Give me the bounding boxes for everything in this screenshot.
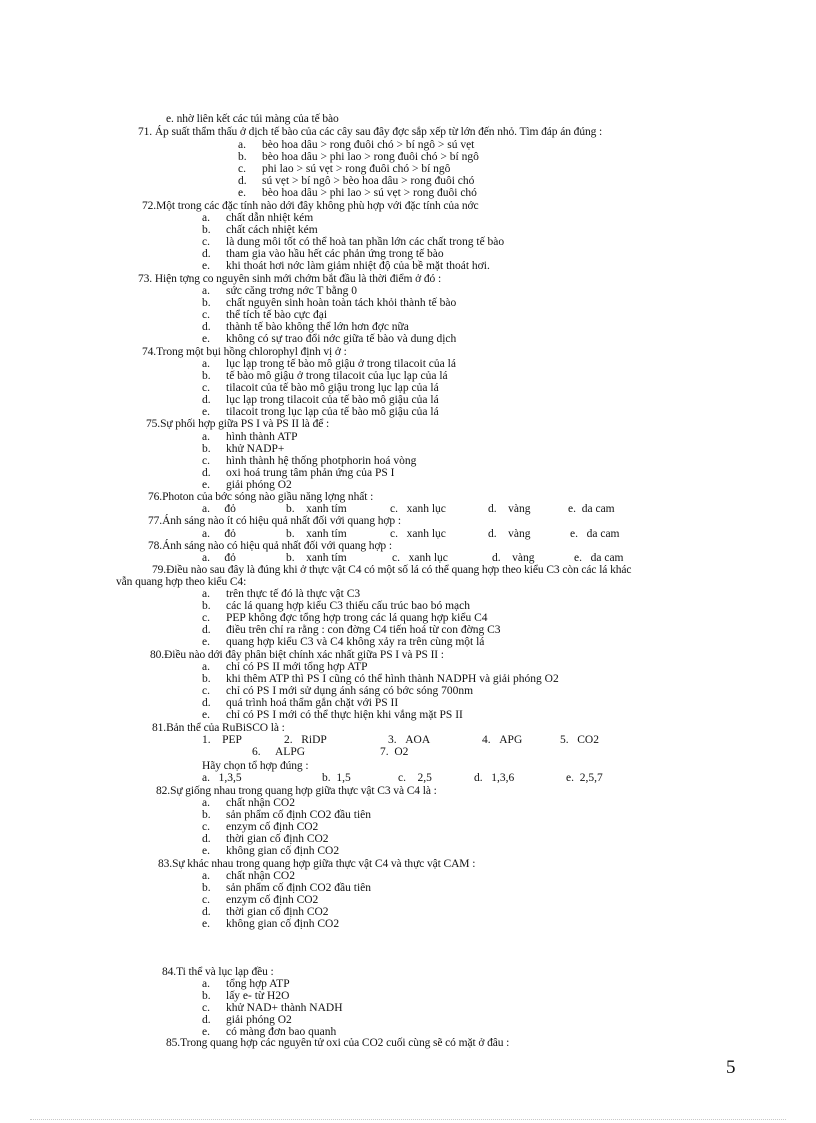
option-label: d. (202, 394, 211, 406)
option-label: e. (570, 528, 578, 540)
option-label: c. (398, 772, 406, 784)
q82-stem: 82.Sự giống nhau trong quang hợp giữa thực vật C3 và C4 là : (156, 785, 437, 797)
q77-option-c (390, 528, 446, 540)
q72-option-d (202, 248, 444, 260)
option-label: a. (238, 139, 246, 151)
q84-option-b (202, 990, 289, 1002)
q78-option-a (202, 552, 236, 564)
q81-item-5 (560, 734, 599, 746)
option-text: chất nguyên sinh hoàn toàn tách khỏi thành tế bào (226, 297, 457, 309)
option-label: d. (202, 1014, 211, 1026)
option-text: oxi hoá trung tâm phản ứng của PS I (226, 467, 395, 479)
q81-item-2 (284, 734, 327, 746)
option-text: khi thoát hơi nớc làm giảm nhiệt độ của bề mặt thoát hơi. (226, 260, 490, 272)
q81-item-1 (202, 734, 242, 746)
option-text: sản phẩm cố định CO2 đầu tiên (226, 809, 372, 821)
q74-option-e (202, 406, 439, 418)
q73-option-b (202, 297, 456, 309)
option-label: e. (566, 772, 574, 784)
option-label: a. (202, 978, 210, 990)
option-label: a. (202, 772, 210, 784)
option-text: thể tích tế bào cực đại (226, 309, 328, 321)
q80-option-e (202, 709, 463, 721)
option-text: quang hợp kiểu C3 và C4 không xảy ra trên cùng một lá (226, 636, 485, 648)
option-label: a. (202, 212, 210, 224)
item-label: 1. (202, 734, 211, 746)
option-text: có màng đơn bao quanh (226, 1026, 337, 1038)
option-text: sú vẹt > bí ngô > bèo hoa dâu > rong đuôi chó (262, 175, 475, 187)
option-label: b. (202, 600, 211, 612)
q80-option-c (202, 685, 473, 697)
q79-option-b (202, 600, 470, 612)
q84-option-d (202, 1014, 292, 1026)
q75-option-d (202, 467, 395, 479)
q81-stem: 81.Bản thể của RuBiSCO là : (152, 722, 285, 734)
q81-option-d (474, 772, 514, 784)
option-text: tham gia vào hầu hết các phản ứng trong tế bào (226, 248, 444, 260)
q77-option-e (570, 528, 620, 540)
q85-stem: 85.Trong quang hợp các nguyên tử oxi của CO2 cuối cùng sẽ có mặt ở đâu : (166, 1037, 510, 1049)
option-label: c. (392, 552, 400, 564)
item-label: 7. (380, 746, 389, 758)
item-text: APG (499, 734, 523, 746)
option-text: không gian cố định CO2 (226, 918, 340, 930)
q72-option-a (202, 212, 313, 224)
q77-option-a (202, 528, 236, 540)
q81-item-7 (380, 746, 408, 758)
option-text: khi thêm ATP thì PS I cũng có thể hình thành NADPH và giải phóng O2 (226, 673, 559, 685)
q77-options (202, 528, 762, 540)
option-label: b. (202, 443, 211, 455)
option-text: chỉ có PS I mới sử dụng ánh sáng có bớc sóng 700nm (226, 685, 474, 697)
q78-stem: 78.Ánh sáng nào có hiệu quả nhất đối với quang hợp : (148, 540, 392, 552)
option-label: a. (202, 552, 210, 564)
option-text: hình thành hệ thống photphorin hoá vòng (226, 455, 417, 467)
option-label: d. (202, 833, 211, 845)
option-text: xanh lục (406, 528, 446, 540)
q75-option-b (202, 443, 284, 455)
option-text: xanh tím (306, 528, 347, 540)
option-text: bèo hoa dâu > phi lao > rong đuôi chó > bí ngô (262, 151, 479, 163)
q84-option-c (202, 1002, 343, 1014)
q82-option-c (202, 821, 318, 833)
option-label: d. (488, 528, 497, 540)
option-label: e. (202, 479, 210, 491)
option-text: giải phóng O2 (226, 1014, 292, 1026)
option-label: e. (202, 260, 210, 272)
q75-option-c (202, 455, 416, 467)
option-text: 1,3,5 (218, 772, 242, 784)
option-label: c. (202, 236, 210, 248)
option-text: tổng hợp ATP (226, 978, 290, 990)
q76-option-d (488, 503, 530, 515)
q74-option-d (202, 394, 439, 406)
q78-options (202, 552, 762, 564)
q83-option-a (202, 870, 295, 882)
page-number: 5 (726, 1057, 736, 1078)
option-label: a. (202, 588, 210, 600)
option-text: giải phóng O2 (226, 479, 292, 491)
option-text: đỏ (224, 503, 236, 515)
option-label: c. (202, 1002, 210, 1014)
option-text: lục lạp trong tế bào mô giậu ở trong tilacoit của lá (226, 358, 456, 370)
q76-option-e (568, 503, 615, 515)
item-text: PEP (222, 734, 242, 746)
q83-option-e (202, 918, 339, 930)
q70-option-e (166, 113, 339, 125)
option-label: d. (238, 175, 247, 187)
option-text: xanh lục (406, 503, 446, 515)
option-text: da cam (590, 552, 624, 564)
option-text: thời gian cố định CO2 (226, 906, 329, 918)
q78-option-c (392, 552, 448, 564)
option-label: c. (202, 612, 210, 624)
option-text: không có sự trao đổi nớc giữa tế bào và dung dịch (226, 333, 457, 345)
option-label: e. (202, 333, 210, 345)
q79-stem-line1: 79.Điều nào sau đây là đúng khi ở thực vật C4 có một số lá có thể quang hợp theo kiểu C3 còn các lá khác (152, 564, 632, 576)
q72-option-c (202, 236, 504, 248)
option-label: a. (202, 431, 210, 443)
option-text: sản phẩm cố định CO2 đầu tiên (226, 882, 372, 894)
option-label: c. (202, 894, 210, 906)
option-label: c. (202, 382, 210, 394)
q73-option-c (202, 309, 327, 321)
option-label: e. (202, 636, 210, 648)
option-label: d. (202, 248, 211, 260)
q80-option-d (202, 697, 398, 709)
option-text: PEP không đợc tổng hợp trong các lá quang hợp kiểu C4 (226, 612, 488, 624)
option-label: e. (202, 406, 210, 418)
option-label: c. (202, 685, 210, 697)
option-label: c. (202, 309, 210, 321)
option-text: lấy e- từ H2O (226, 990, 290, 1002)
option-label: d. (474, 772, 483, 784)
q82-option-b (202, 809, 371, 821)
item-label: 6. (252, 746, 261, 758)
option-label: a. (202, 661, 210, 673)
q79-option-c (202, 612, 488, 624)
q83-option-b (202, 882, 371, 894)
q76-option-a (202, 503, 236, 515)
option-label: c. (390, 528, 398, 540)
q75-stem: 75.Sự phối hợp giữa PS I và PS II là để : (146, 418, 330, 430)
q72-stem: 72.Một trong các đặc tính nào dới đây không phù hợp với đặc tính của nớc (142, 200, 479, 212)
q84-stem: 84.Ti thể và lục lạp đều : (162, 966, 274, 978)
option-label: b. (286, 552, 295, 564)
option-text: enzym cố định CO2 (226, 821, 319, 833)
option-label: e. (166, 113, 174, 125)
item-text: RiDP (301, 734, 327, 746)
option-text: 2,5,7 (579, 772, 603, 784)
q80-option-a (202, 661, 368, 673)
option-label: e. (574, 552, 582, 564)
option-label: c. (202, 455, 210, 467)
item-text: CO2 (577, 734, 599, 746)
option-text: 1,3,6 (491, 772, 515, 784)
q72-option-b (202, 224, 318, 236)
option-text: vàng (508, 503, 531, 515)
item-label: 3. (388, 734, 397, 746)
q83-option-d (202, 906, 329, 918)
option-text: thời gian cố định CO2 (226, 833, 329, 845)
q80-stem: 80.Điều nào dới đây phân biệt chính xác nhất giữa PS I và PS II : (150, 649, 444, 661)
option-text: bèo hoa dâu > phi lao > sú vẹt > rong đuôi chó (262, 187, 477, 199)
q75-option-a (202, 431, 298, 443)
option-text: tilacoit của tế bào mô giậu trong lục lạp của lá (226, 382, 439, 394)
q71-stem: 71. Áp suất thẩm thấu ở dịch tế bào của các cây sau đây đợc sắp xếp từ lớn đến nhỏ. Tìm đáp án đúng : (138, 126, 603, 138)
option-label: b. (202, 882, 211, 894)
option-label: b. (202, 297, 211, 309)
option-text: khử NADP+ (226, 443, 285, 455)
q78-option-b (286, 552, 347, 564)
item-label: 5. (560, 734, 569, 746)
q81-option-b (322, 772, 351, 784)
q80-option-b (202, 673, 559, 685)
q73-option-d (202, 321, 409, 333)
q81-item-3 (388, 734, 430, 746)
item-text: AOA (405, 734, 431, 746)
q79-option-a (202, 588, 360, 600)
q78-option-e (574, 552, 624, 564)
q83-option-c (202, 894, 318, 906)
option-label: e. (202, 918, 210, 930)
option-text: chất nhận CO2 (226, 797, 295, 809)
option-label: b. (202, 809, 211, 821)
option-label: c. (390, 503, 398, 515)
item-label: 2. (284, 734, 293, 746)
footer-divider (30, 1119, 786, 1120)
q75-option-e (202, 479, 292, 491)
option-label: e. (238, 187, 246, 199)
q76-option-b (286, 503, 347, 515)
option-label: a. (202, 503, 210, 515)
option-text: tilacoit trong lục lạp của tế bào mô giậu của lá (226, 406, 439, 418)
q79-option-d (202, 624, 501, 636)
option-text: đỏ (224, 528, 236, 540)
option-label: e. (202, 845, 210, 857)
option-text: lục lạp trong tilacoit của tế bào mô giậu của lá (226, 394, 439, 406)
option-text: là dung môi tốt có thể hoà tan phần lớn các chất trong tế bào (226, 236, 505, 248)
option-text: phi lao > sú vẹt > rong đuôi chó > bí ngô (262, 163, 451, 175)
option-text: đỏ (224, 552, 236, 564)
q81-items-row2 (252, 746, 652, 758)
q78-option-d (492, 552, 534, 564)
q77-option-d (488, 528, 530, 540)
option-text: 2,5 (417, 772, 432, 784)
option-text: quá trình hoá thẩm gắn chặt với PS II (226, 697, 399, 709)
q74-option-b (202, 370, 448, 382)
q81-prompt: Hãy chọn tổ hợp đúng : (202, 760, 309, 772)
option-label: d. (202, 624, 211, 636)
q81-option-a (202, 772, 242, 784)
q74-stem: 74.Trong một bụi hồng chlorophyl định vị ở : (142, 346, 347, 358)
option-label: e. (568, 503, 576, 515)
option-label: d. (202, 906, 211, 918)
item-text: ALPG (275, 746, 306, 758)
option-label: e. (202, 1026, 210, 1038)
option-text: xanh tím (306, 503, 347, 515)
q77-option-b (286, 528, 347, 540)
option-text: vàng (512, 552, 535, 564)
option-text: bèo hoa dâu > rong đuôi chó > bí ngô > sú vẹt (262, 139, 475, 151)
option-text: thành tế bào không thể lớn hơn đợc nữa (226, 321, 409, 333)
q71-option-a (238, 139, 474, 151)
option-text: không gian cố định CO2 (226, 845, 340, 857)
option-text: 1,5 (336, 772, 351, 784)
q74-option-a (202, 358, 456, 370)
q76-stem: 76.Photon của bớc sóng nào giầu năng lợng nhất : (148, 491, 374, 503)
q76-options (202, 503, 762, 515)
option-label: b. (286, 503, 295, 515)
option-label: b. (202, 990, 211, 1002)
option-text: xanh lục (408, 552, 448, 564)
option-label: b. (238, 151, 247, 163)
q73-option-e (202, 333, 456, 345)
option-label: e. (202, 709, 210, 721)
option-text: chỉ có PS I mới có thể thực hiện khi vắng mặt PS II (226, 709, 463, 721)
q71-option-c (238, 163, 450, 175)
option-text: da cam (586, 528, 620, 540)
q82-option-a (202, 797, 295, 809)
option-label: c. (238, 163, 246, 175)
option-label: a. (202, 358, 210, 370)
q82-option-e (202, 845, 339, 857)
q81-option-c (398, 772, 432, 784)
q83-stem: 83.Sự khác nhau trong quang hợp giữa thực vật C4 và thực vật CAM : (158, 858, 476, 870)
option-text: sức căng trơng nớc T bằng 0 (226, 285, 358, 297)
option-text: chất dẫn nhiệt kém (226, 212, 314, 224)
option-text: xanh tím (306, 552, 347, 564)
q72-option-e (202, 260, 490, 272)
option-text: enzym cố định CO2 (226, 894, 319, 906)
option-text: nhờ liên kết các túi màng của tế bào (176, 113, 339, 125)
option-label: b. (286, 528, 295, 540)
option-label: d. (202, 697, 211, 709)
q73-stem: 73. Hiện tợng co nguyên sinh mới chớm bắt đầu là thời điểm ở đó : (138, 273, 442, 285)
option-text: vàng (508, 528, 531, 540)
option-label: b. (202, 224, 211, 236)
option-text: hình thành ATP (226, 431, 298, 443)
q77-stem: 77.Ánh sáng nào ít có hiệu quả nhất đối với quang hợp : (148, 515, 401, 527)
q81-items-row1 (202, 734, 762, 746)
option-label: b. (322, 772, 331, 784)
q73-option-a (202, 285, 357, 297)
q79-option-e (202, 636, 484, 648)
option-text: da cam (581, 503, 615, 515)
q71-option-d (238, 175, 474, 187)
q79-stem-line2: vẫn quang hợp theo kiểu C4: (116, 576, 247, 588)
option-label: d. (202, 321, 211, 333)
option-text: trên thực tế đó là thực vật C3 (226, 588, 361, 600)
q81-item-6 (252, 746, 305, 758)
q76-option-c (390, 503, 446, 515)
option-label: d. (202, 467, 211, 479)
option-label: b. (202, 370, 211, 382)
q71-option-e (238, 187, 477, 199)
option-label: a. (202, 870, 210, 882)
q74-option-c (202, 382, 439, 394)
option-text: điều trên chỉ ra rằng : con đờng C4 tiến hoá từ con đờng C3 (226, 624, 501, 636)
option-text: các lá quang hợp kiểu C3 thiếu cấu trúc bao bó mạch (226, 600, 470, 612)
option-label: d. (492, 552, 501, 564)
option-text: chất cách nhiệt kém (226, 224, 318, 236)
option-label: c. (202, 821, 210, 833)
option-text: khử NAD+ thành NADH (226, 1002, 343, 1014)
option-text: tế bào mô giậu ở trong tilacoit của lục lạp của lá (226, 370, 448, 382)
q71-option-b (238, 151, 479, 163)
option-label: a. (202, 285, 210, 297)
option-label: b. (202, 673, 211, 685)
q81-option-e (566, 772, 603, 784)
option-label: d. (488, 503, 497, 515)
q82-option-d (202, 833, 329, 845)
q81-item-4 (482, 734, 522, 746)
option-label: a. (202, 797, 210, 809)
item-label: 4. (482, 734, 491, 746)
q84-option-a (202, 978, 290, 990)
item-text: O2 (394, 746, 409, 758)
option-label: a. (202, 528, 210, 540)
q81-options (202, 772, 762, 784)
option-text: chỉ có PS II mới tổng hợp ATP (226, 661, 368, 673)
option-text: chất nhận CO2 (226, 870, 295, 882)
